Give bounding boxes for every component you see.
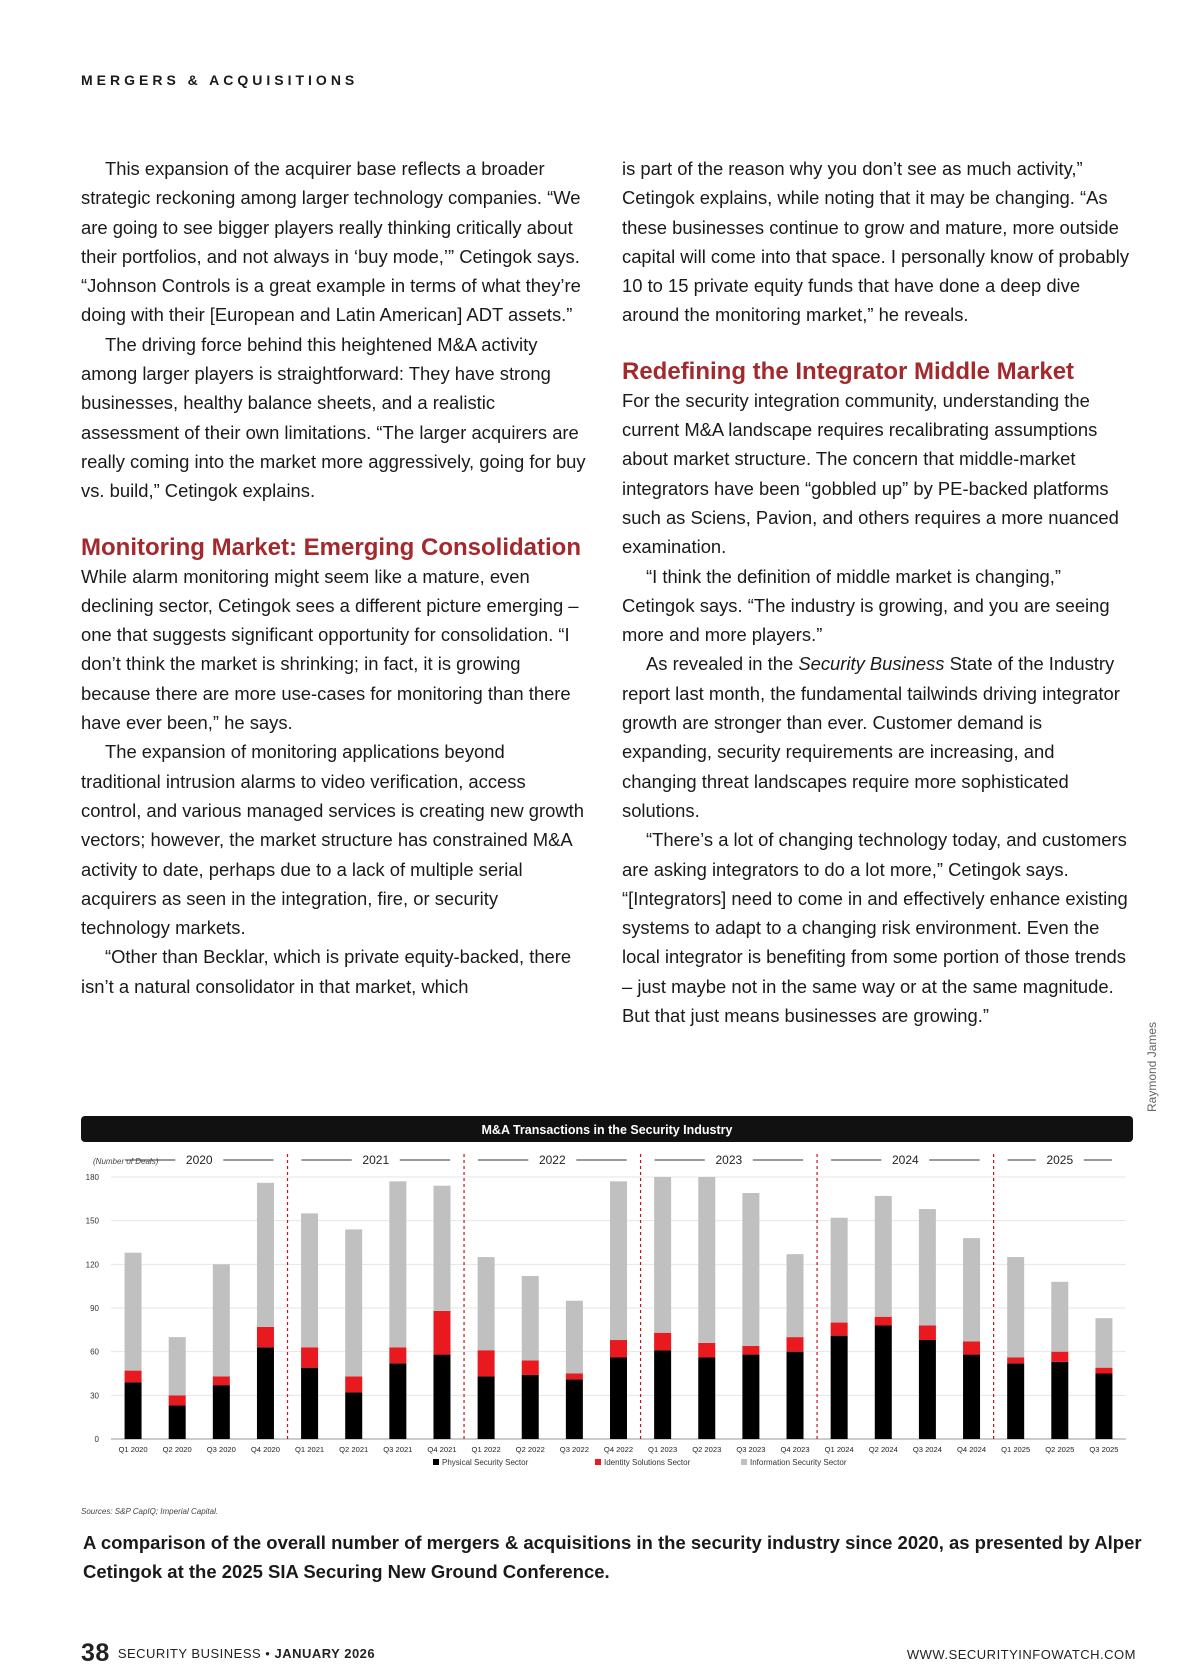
bar-segment bbox=[301, 1368, 318, 1439]
x-tick-label: Q2 2025 bbox=[1045, 1445, 1075, 1454]
bar-segment bbox=[1007, 1257, 1024, 1357]
bar-segment bbox=[963, 1355, 980, 1439]
year-label: 2024 bbox=[891, 1153, 919, 1167]
bar-segment bbox=[831, 1323, 848, 1336]
x-tick-label: Q1 2022 bbox=[471, 1445, 501, 1454]
bar-segment bbox=[610, 1181, 627, 1340]
bar-segment bbox=[1007, 1363, 1024, 1439]
chart-title: M&A Transactions in the Security Industry bbox=[481, 1123, 733, 1137]
year-label: 2025 bbox=[1046, 1153, 1074, 1167]
year-label: 2022 bbox=[538, 1153, 566, 1167]
bar-segment bbox=[169, 1406, 186, 1439]
paragraph: “I think the definition of middle market is changing,” Cetingok says. “The industry is growing, and you are seeing more and more players.” bbox=[622, 565, 1110, 646]
bar-segment bbox=[566, 1301, 583, 1374]
subheading: Redefining the Integrator Middle Market bbox=[622, 357, 1075, 385]
section-label: MERGERS & ACQUISITIONS bbox=[81, 72, 359, 88]
x-tick-label: Q1 2021 bbox=[295, 1445, 325, 1454]
bar-segment bbox=[345, 1229, 362, 1376]
bar-segment bbox=[787, 1254, 804, 1337]
bar-segment bbox=[742, 1193, 759, 1346]
paragraph: As revealed in the Security Business State of the Industry report last month, the fundamental tailwinds driving integrator growth are stronger than ever. Customer demand is expanding, security requirements are increasing, and changing threat landscapes require more sophisticated solutions. bbox=[622, 653, 1120, 821]
x-tick-label: Q4 2021 bbox=[427, 1445, 457, 1454]
bar-segment bbox=[301, 1213, 318, 1347]
bar-segment bbox=[169, 1337, 186, 1395]
paragraph: “There’s a lot of changing technology today, and customers are asking integrators to do a lot more,” Cetingok says. “[Integrators] need to come in and effectively enhance existing systems to adapt to a changing risk environment. Even the local integrator is benefiting from some portion of those trends – just maybe not in the same way or at the same magnitude. But that just means businesses are growing.” bbox=[622, 829, 1128, 1027]
bar-segment bbox=[919, 1340, 936, 1439]
legend-swatch bbox=[741, 1459, 747, 1465]
x-tick-label: Q1 2020 bbox=[118, 1445, 148, 1454]
paragraph: This expansion of the acquirer base reflects a broader strategic reckoning among larger technology companies. “We are going to see bigger players really thinking critically about their portfolios, and not always in ‘buy mode,’” Cetingok says. “Johnson Controls is a great example in terms of what they’re doing with their [European and Latin American] ADT assets.” bbox=[81, 158, 581, 326]
x-tick-label: Q3 2022 bbox=[559, 1445, 589, 1454]
bar-segment bbox=[301, 1347, 318, 1367]
footer-bullet: • bbox=[265, 1646, 271, 1661]
year-label: 2023 bbox=[715, 1153, 743, 1167]
bar-segment bbox=[654, 1177, 671, 1333]
bar-segment bbox=[787, 1352, 804, 1439]
x-tick-label: Q3 2021 bbox=[383, 1445, 413, 1454]
x-tick-label: Q3 2020 bbox=[206, 1445, 236, 1454]
bar-segment bbox=[1051, 1362, 1068, 1439]
page-number: 38 bbox=[81, 1639, 110, 1667]
legend-label: Information Security Sector bbox=[750, 1458, 847, 1467]
bar-segment bbox=[478, 1350, 495, 1376]
bar-segment bbox=[875, 1317, 892, 1326]
bar-segment bbox=[742, 1346, 759, 1355]
bar-segment bbox=[213, 1264, 230, 1376]
bar-segment bbox=[1095, 1318, 1112, 1367]
paragraph: The driving force behind this heightened M&A activity among larger players is straightforward: They have strong businesses, healthy balance sheets, and a realistic assessment of their own limitations. “The larger acquirers are really coming into the market more aggressively, going for buy vs. build,” Cetingok explains. bbox=[81, 333, 586, 502]
x-tick-label: Q4 2024 bbox=[956, 1445, 987, 1454]
bar-segment bbox=[1095, 1368, 1112, 1374]
y-tick-label: 120 bbox=[85, 1260, 99, 1270]
bar-segment bbox=[831, 1218, 848, 1323]
subheading: Monitoring Market: Emerging Consolidation bbox=[81, 533, 581, 561]
bar-segment bbox=[345, 1376, 362, 1392]
bar-segment bbox=[433, 1186, 450, 1311]
bar-segment bbox=[213, 1376, 230, 1385]
bar-segment bbox=[433, 1355, 450, 1439]
photo-credit: Raymond James bbox=[1145, 1021, 1159, 1112]
bar-segment bbox=[1051, 1282, 1068, 1352]
bar-segment bbox=[125, 1371, 142, 1383]
publication-name: Security Business bbox=[798, 653, 945, 675]
chart-svg bbox=[81, 1116, 1133, 1520]
bar-segment bbox=[654, 1350, 671, 1439]
bar-segment bbox=[522, 1375, 539, 1439]
x-tick-label: Q2 2023 bbox=[692, 1445, 722, 1454]
y-tick-label: 90 bbox=[90, 1304, 99, 1313]
chart bbox=[81, 1116, 1133, 1520]
bar-segment bbox=[389, 1181, 406, 1347]
bar-segment bbox=[125, 1253, 142, 1371]
bar-segment bbox=[1007, 1357, 1024, 1363]
bar-segment bbox=[698, 1357, 715, 1439]
year-label: 2020 bbox=[185, 1153, 213, 1167]
bar-segment bbox=[919, 1325, 936, 1340]
bar-segment bbox=[257, 1347, 274, 1439]
footer-url[interactable]: WWW.SECURITYINFOWATCH.COM bbox=[906, 1647, 1136, 1662]
x-tick-label: Q2 2022 bbox=[515, 1445, 545, 1454]
x-tick-label: Q1 2023 bbox=[648, 1445, 678, 1454]
x-tick-label: Q2 2021 bbox=[339, 1445, 369, 1454]
x-tick-label: Q4 2022 bbox=[603, 1445, 634, 1454]
article-column-left bbox=[81, 154, 589, 1001]
bar-segment bbox=[389, 1347, 406, 1363]
bar-segment bbox=[522, 1276, 539, 1360]
paragraph: For the security integration community, understanding the current M&A landscape requires recalibrating assumptions about market structure. The concern that middle-market integrators have been “gobbled up” by PE-backed platforms such as Sciens, Pavion, and others requires a more nuanced examination. bbox=[622, 389, 1119, 558]
year-label: 2021 bbox=[362, 1153, 390, 1167]
bar-segment bbox=[742, 1355, 759, 1439]
y-tick-label: 0 bbox=[94, 1435, 99, 1444]
y-tick-label: 150 bbox=[85, 1216, 99, 1226]
bar-segment bbox=[698, 1343, 715, 1358]
figure-caption: A comparison of the overall number of mergers & acquisitions in the security industry since 2020, as presented by Alper Cetingok at the 2025 SIA Securing New Ground Conference. bbox=[83, 1532, 1142, 1582]
y-tick-label: 60 bbox=[90, 1347, 99, 1357]
issue-date: JANUARY 2026 bbox=[274, 1646, 376, 1661]
bar-segment bbox=[831, 1336, 848, 1439]
legend-swatch bbox=[595, 1459, 601, 1465]
legend-label: Identity Solutions Sector bbox=[604, 1458, 691, 1467]
y-tick-label: 30 bbox=[90, 1391, 99, 1401]
bar-segment bbox=[963, 1238, 980, 1341]
bar-segment bbox=[169, 1395, 186, 1405]
paragraph: is part of the reason why you don’t see as much activity,” Cetingok explains, while noting that it may be changing. “As these businesses continue to grow and mature, more outside capital will come into that space. I personally know of probably 10 to 15 private equity funds that have done a deep dive around the monitoring market,” he reveals. bbox=[622, 158, 1130, 326]
bar-segment bbox=[433, 1311, 450, 1355]
bar-segment bbox=[610, 1340, 627, 1357]
bar-segment bbox=[478, 1257, 495, 1350]
x-tick-label: Q4 2020 bbox=[250, 1445, 281, 1454]
x-tick-label: Q4 2023 bbox=[780, 1445, 810, 1454]
bar-segment bbox=[610, 1357, 627, 1439]
bar-segment bbox=[345, 1392, 362, 1439]
magazine-name: SECURITY BUSINESS bbox=[117, 1646, 262, 1661]
bar-segment bbox=[566, 1379, 583, 1439]
bar-segment bbox=[389, 1363, 406, 1439]
bar-segment bbox=[213, 1385, 230, 1439]
bar-segment bbox=[919, 1209, 936, 1325]
paragraph: “Other than Becklar, which is private equity-backed, there isn’t a natural consolidator in that market, which bbox=[81, 946, 572, 997]
bar-segment bbox=[257, 1327, 274, 1347]
bar-segment bbox=[478, 1376, 495, 1439]
legend-label: Physical Security Sector bbox=[442, 1458, 529, 1467]
bar-segment bbox=[257, 1183, 274, 1327]
bar-segment bbox=[654, 1333, 671, 1350]
bar-segment bbox=[875, 1325, 892, 1439]
bar-segment bbox=[787, 1337, 804, 1352]
bar-segment bbox=[522, 1360, 539, 1375]
x-tick-label: Q3 2023 bbox=[736, 1445, 766, 1454]
bar-segment bbox=[125, 1382, 142, 1439]
paragraph: While alarm monitoring might seem like a mature, even declining sector, Cetingok sees a different picture emerging – one that suggests significant opportunity for consolidation. “I don’t think the market is shrinking; in fact, it is growing because there are more use-cases for monitoring than there have ever been,” he says. bbox=[81, 565, 579, 734]
x-tick-label: Q1 2025 bbox=[1001, 1445, 1031, 1454]
legend-swatch bbox=[433, 1459, 439, 1465]
y-tick-label: 180 bbox=[85, 1173, 99, 1182]
x-tick-label: Q2 2024 bbox=[868, 1445, 898, 1454]
bar-segment bbox=[1051, 1352, 1068, 1362]
article-column-right bbox=[622, 154, 1130, 1030]
x-tick-label: Q3 2024 bbox=[912, 1445, 942, 1454]
bar-segment bbox=[566, 1374, 583, 1380]
x-tick-label: Q3 2025 bbox=[1089, 1445, 1119, 1454]
x-tick-label: Q1 2024 bbox=[824, 1445, 854, 1454]
footer-left bbox=[81, 1639, 375, 1668]
bar-segment bbox=[963, 1341, 980, 1354]
x-tick-label: Q2 2020 bbox=[162, 1445, 192, 1454]
bar-segment bbox=[1095, 1374, 1112, 1440]
bar-segment bbox=[698, 1177, 715, 1343]
paragraph: The expansion of monitoring applications beyond traditional intrusion alarms to video verification, access control, and various managed services is creating new growth vectors; however, the market structure has constrained M&A activity to date, perhaps due to a lack of multiple serial acquirers as seen in the integration, fire, or security technology markets. bbox=[81, 741, 584, 939]
y-axis-label: (Number of Deals) bbox=[93, 1157, 159, 1166]
chart-source: Sources: S&P CapIQ; Imperial Capital. bbox=[81, 1507, 219, 1516]
bar-segment bbox=[875, 1196, 892, 1317]
